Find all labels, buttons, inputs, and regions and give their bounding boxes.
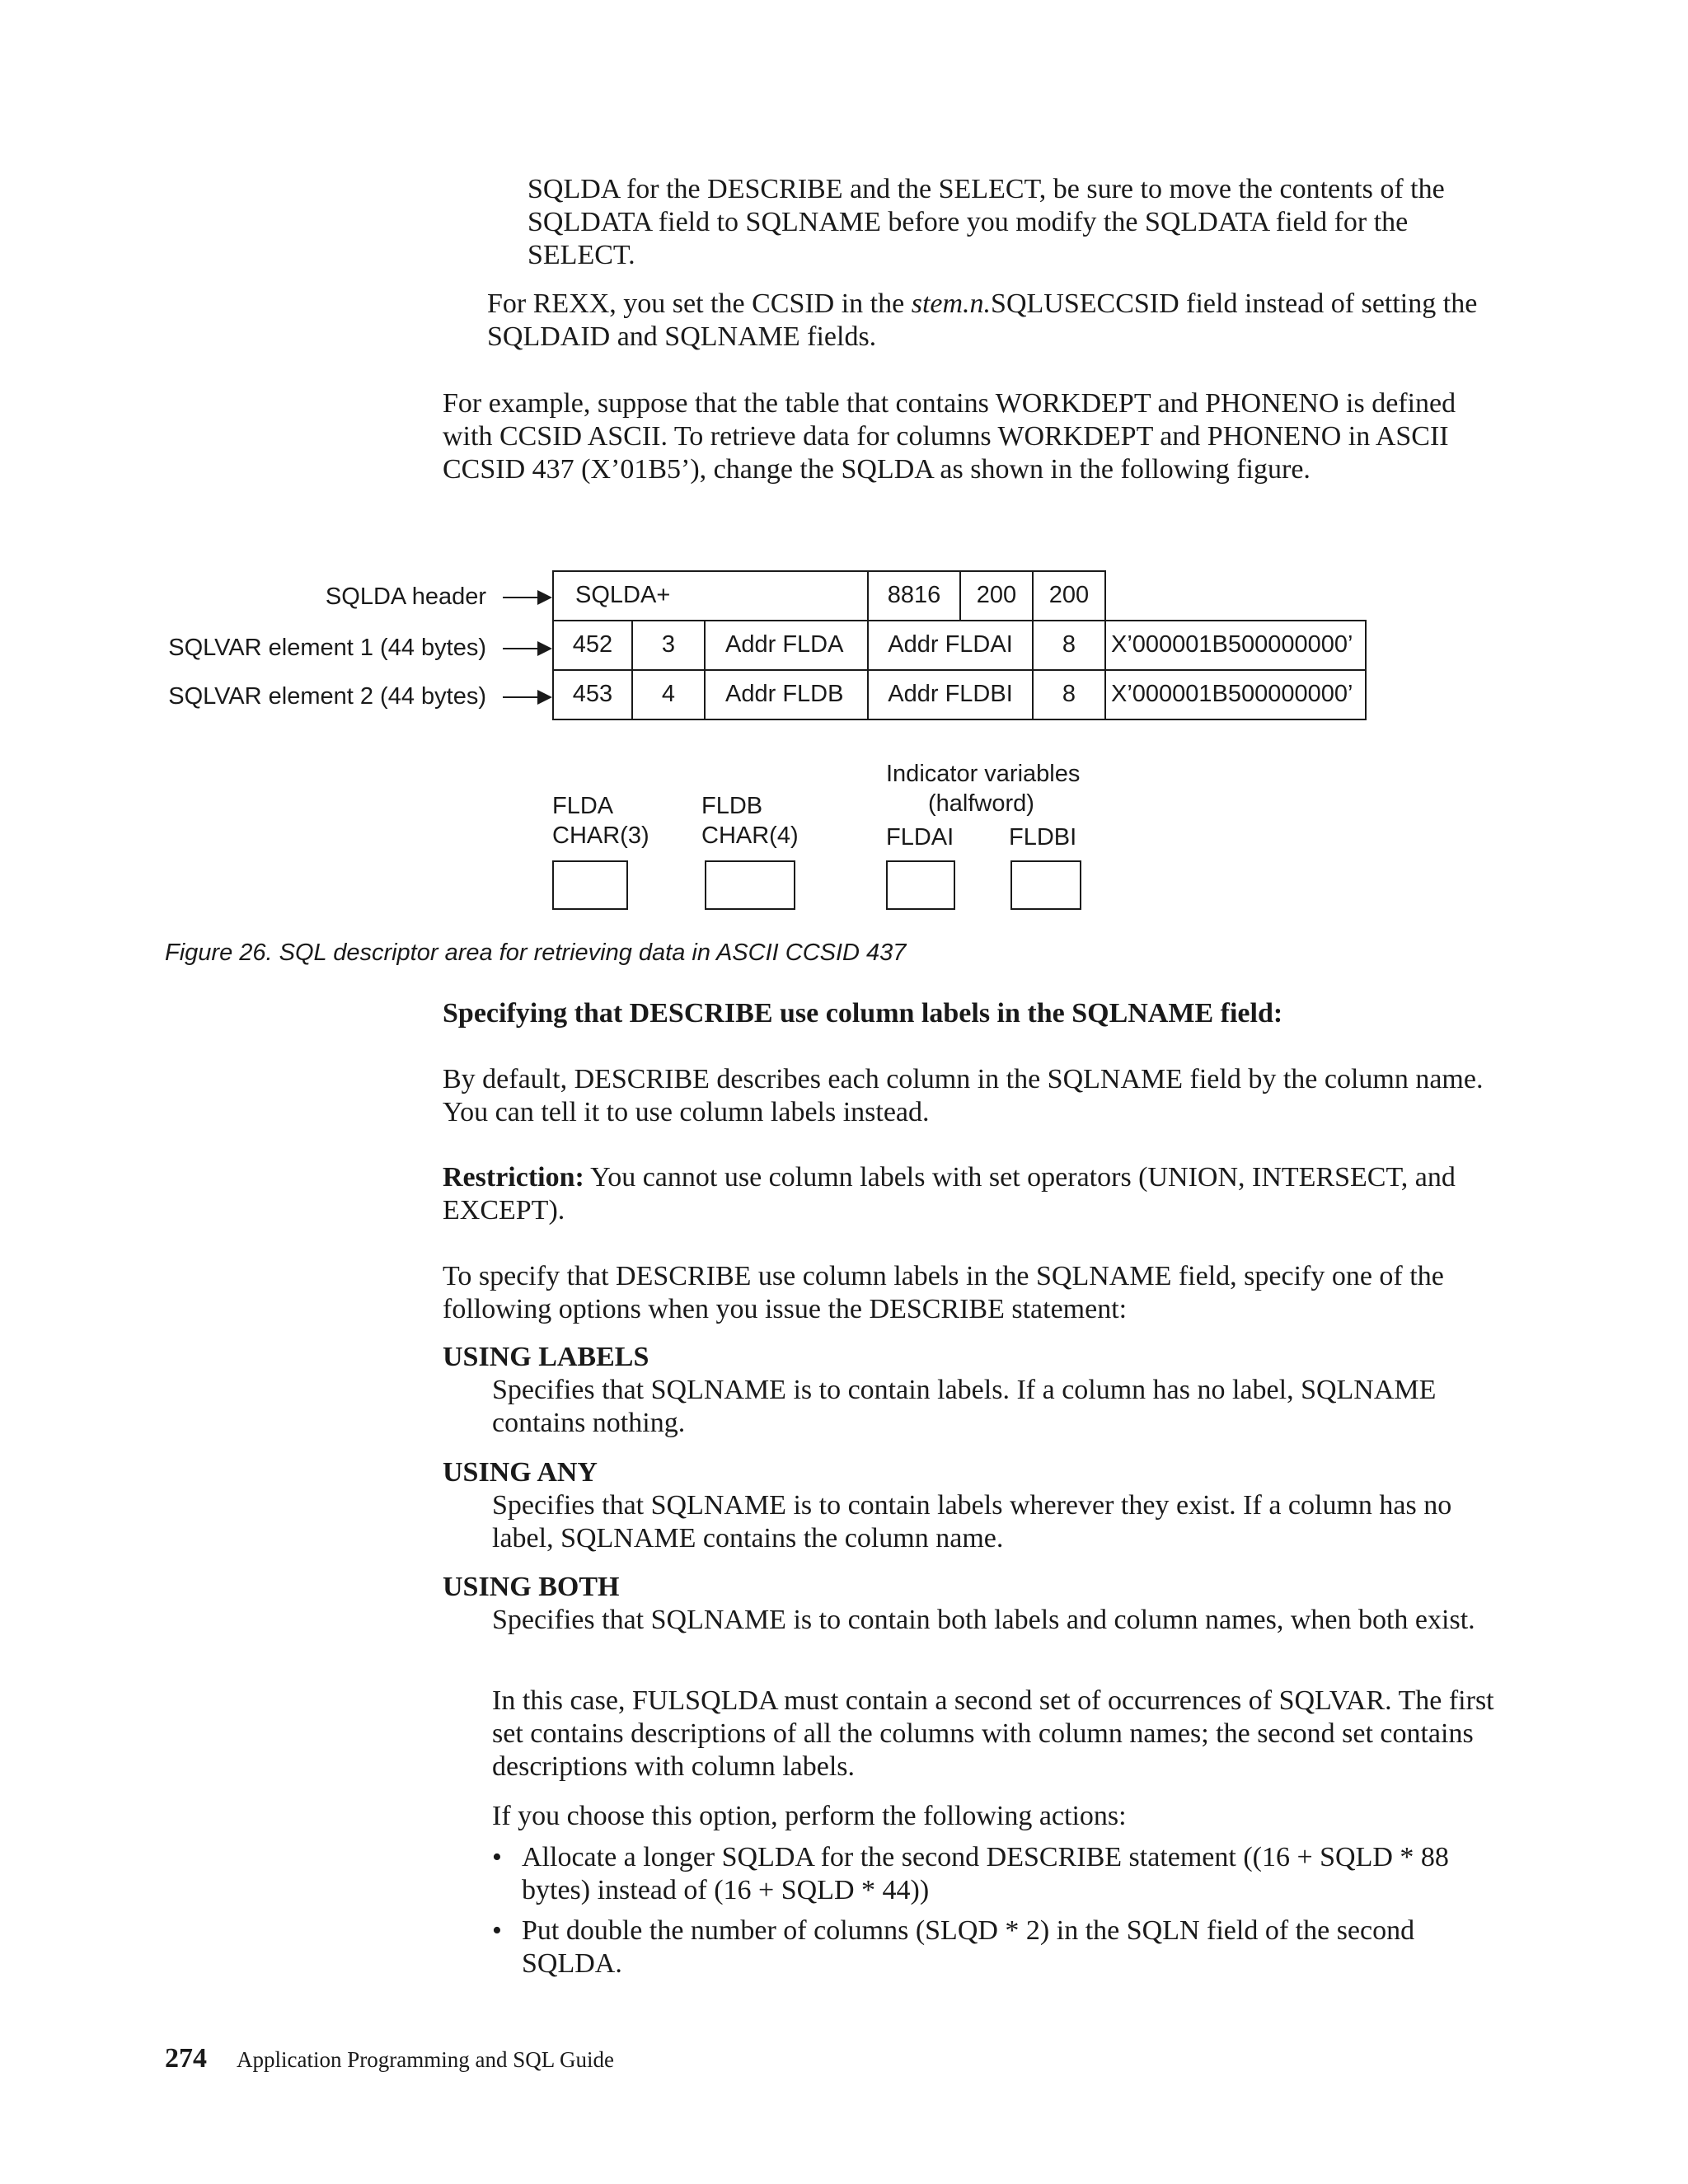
- rexx-stem-italic: stem.n.: [911, 288, 992, 319]
- restriction-text: You cannot use column labels with set operators (UNION, INTERSECT, and EXCEPT).: [443, 1162, 1456, 1226]
- field-label-fldbi: FLDBI: [1009, 824, 1077, 851]
- example-paragraph: For example, suppose that the table that contains WORKDEPT and PHONENO is defined with CCSID ASCII. To retrieve data for columns WORKDEPT and PHONENO in ASCII CCSID 437 (X’01B5’), change the SQLDA as shown in the following figure.: [443, 388, 1456, 485]
- using-both-case-paragraph: In this case, FULSQLDA must contain a second set of occurrences of SQLVAR. The first set contains descriptions of all the columns with column names; the second set contains descriptions with column labels.: [492, 1685, 1494, 1782]
- row-label-sqlvar-element-1: SQLVAR element 1 (44 bytes): [168, 635, 486, 661]
- element2-cell-sqlname: X’000001B500000000’: [1104, 669, 1367, 720]
- list-item-text: Put double the number of columns (SLQD * 2) in the SQLN field of the second SQLDA.: [522, 1915, 1415, 1979]
- header-cell-sqln: 200: [959, 570, 1034, 621]
- header-cell-sqlda-eyecatcher: SQLDA+: [552, 570, 869, 621]
- figure-caption: Figure 26. SQL descriptor area for retrieving data in ASCII CCSID 437: [165, 940, 907, 966]
- row-label-sqlvar-element-2: SQLVAR element 2 (44 bytes): [168, 683, 486, 710]
- header-cell-ccsid: 8816: [867, 570, 961, 621]
- fldb-storage-box: [705, 860, 795, 910]
- element1-cell-sqllen: 3: [631, 620, 706, 671]
- using-both-choose-paragraph: If you choose this option, perform the following actions:: [492, 1801, 1127, 1831]
- definition-using-labels: Specifies that SQLNAME is to contain labels. If a column has no label, SQLNAME contains nothing.: [492, 1375, 1437, 1438]
- field-label-fldb: FLDB: [701, 793, 763, 819]
- fldbi-storage-box: [1010, 860, 1081, 910]
- restriction-paragraph: [443, 1161, 1506, 1227]
- element1-cell-sqlind: Addr FLDAI: [867, 620, 1034, 671]
- section-heading: [443, 997, 1282, 1030]
- element2-cell-sqllen: 4: [631, 669, 706, 720]
- default-paragraph: By default, DESCRIBE describes each column in the SQLNAME field by the column name. You can tell it to use column labels instead.: [443, 1064, 1484, 1127]
- specify-paragraph: To specify that DESCRIBE use column labels in the SQLNAME field, specify one of the following options when you issue the DESCRIBE statement:: [443, 1261, 1444, 1324]
- field-type-flda: CHAR(3): [552, 823, 649, 849]
- element2-cell-sqlind: Addr FLDBI: [867, 669, 1034, 720]
- intro-indented-paragraph: SQLDA for the DESCRIBE and the SELECT, be sure to move the contents of the SQLDATA field to SQLNAME before you modify the SQLDATA field for the SELECT.: [528, 174, 1445, 270]
- rexx-paragraph: [487, 288, 1501, 354]
- indicator-variables-subtitle: (halfword): [928, 790, 1034, 817]
- rexx-text-before: For REXX, you set the CCSID in the: [487, 288, 912, 319]
- arrow-right-icon: [503, 597, 551, 598]
- term-using-any: USING ANY: [443, 1457, 598, 1488]
- definition-using-any: Specifies that SQLNAME is to contain labels wherever they exist. If a column has no label, SQLNAME contains the column name.: [492, 1490, 1452, 1554]
- bullet-icon: •: [492, 1915, 502, 1946]
- book-title: Application Programming and SQL Guide: [237, 2047, 614, 2072]
- page-footer: [165, 2042, 614, 2076]
- arrow-right-icon: [503, 648, 551, 649]
- element1-cell-sqlname: X’000001B500000000’: [1104, 620, 1367, 671]
- field-type-fldb: CHAR(4): [701, 823, 799, 849]
- term-using-both: USING BOTH: [443, 1572, 620, 1602]
- element2-cell-sqlname-length: 8: [1032, 669, 1106, 720]
- element1-cell-sqlname-length: 8: [1032, 620, 1106, 671]
- sqlda-figure: [0, 569, 1688, 948]
- arrow-right-icon: [503, 696, 551, 698]
- indicator-variables-title: Indicator variables: [886, 761, 1081, 787]
- rexx-text-after: SQLUSECCSID field instead of setting the SQLDAID and SQLNAME fields.: [487, 288, 1478, 352]
- flda-storage-box: [552, 860, 628, 910]
- definition-using-both: Specifies that SQLNAME is to contain both labels and column names, when both exist.: [492, 1605, 1475, 1635]
- header-cell-sqld: 200: [1032, 570, 1106, 621]
- term-using-labels: USING LABELS: [443, 1342, 649, 1372]
- page-number: 274: [165, 2043, 207, 2074]
- restriction-label: Restriction:: [443, 1162, 584, 1193]
- row-label-sqlda-header: SQLDA header: [325, 583, 486, 610]
- field-label-fldai: FLDAI: [886, 824, 954, 851]
- list-item-text: Allocate a longer SQLDA for the second DESCRIBE statement ((16 + SQLD * 88 bytes) instead of (16 + SQLD * 44)): [522, 1842, 1449, 1905]
- element2-cell-sqldata: Addr FLDB: [704, 669, 869, 720]
- section-heading-text: Specifying that DESCRIBE use column labels in the SQLNAME field:: [443, 998, 1283, 1029]
- bullet-icon: •: [492, 1842, 502, 1872]
- field-label-flda: FLDA: [552, 793, 614, 819]
- fldai-storage-box: [886, 860, 955, 910]
- element2-cell-sqltype: 453: [552, 669, 633, 720]
- element1-cell-sqltype: 452: [552, 620, 633, 671]
- element1-cell-sqldata: Addr FLDA: [704, 620, 869, 671]
